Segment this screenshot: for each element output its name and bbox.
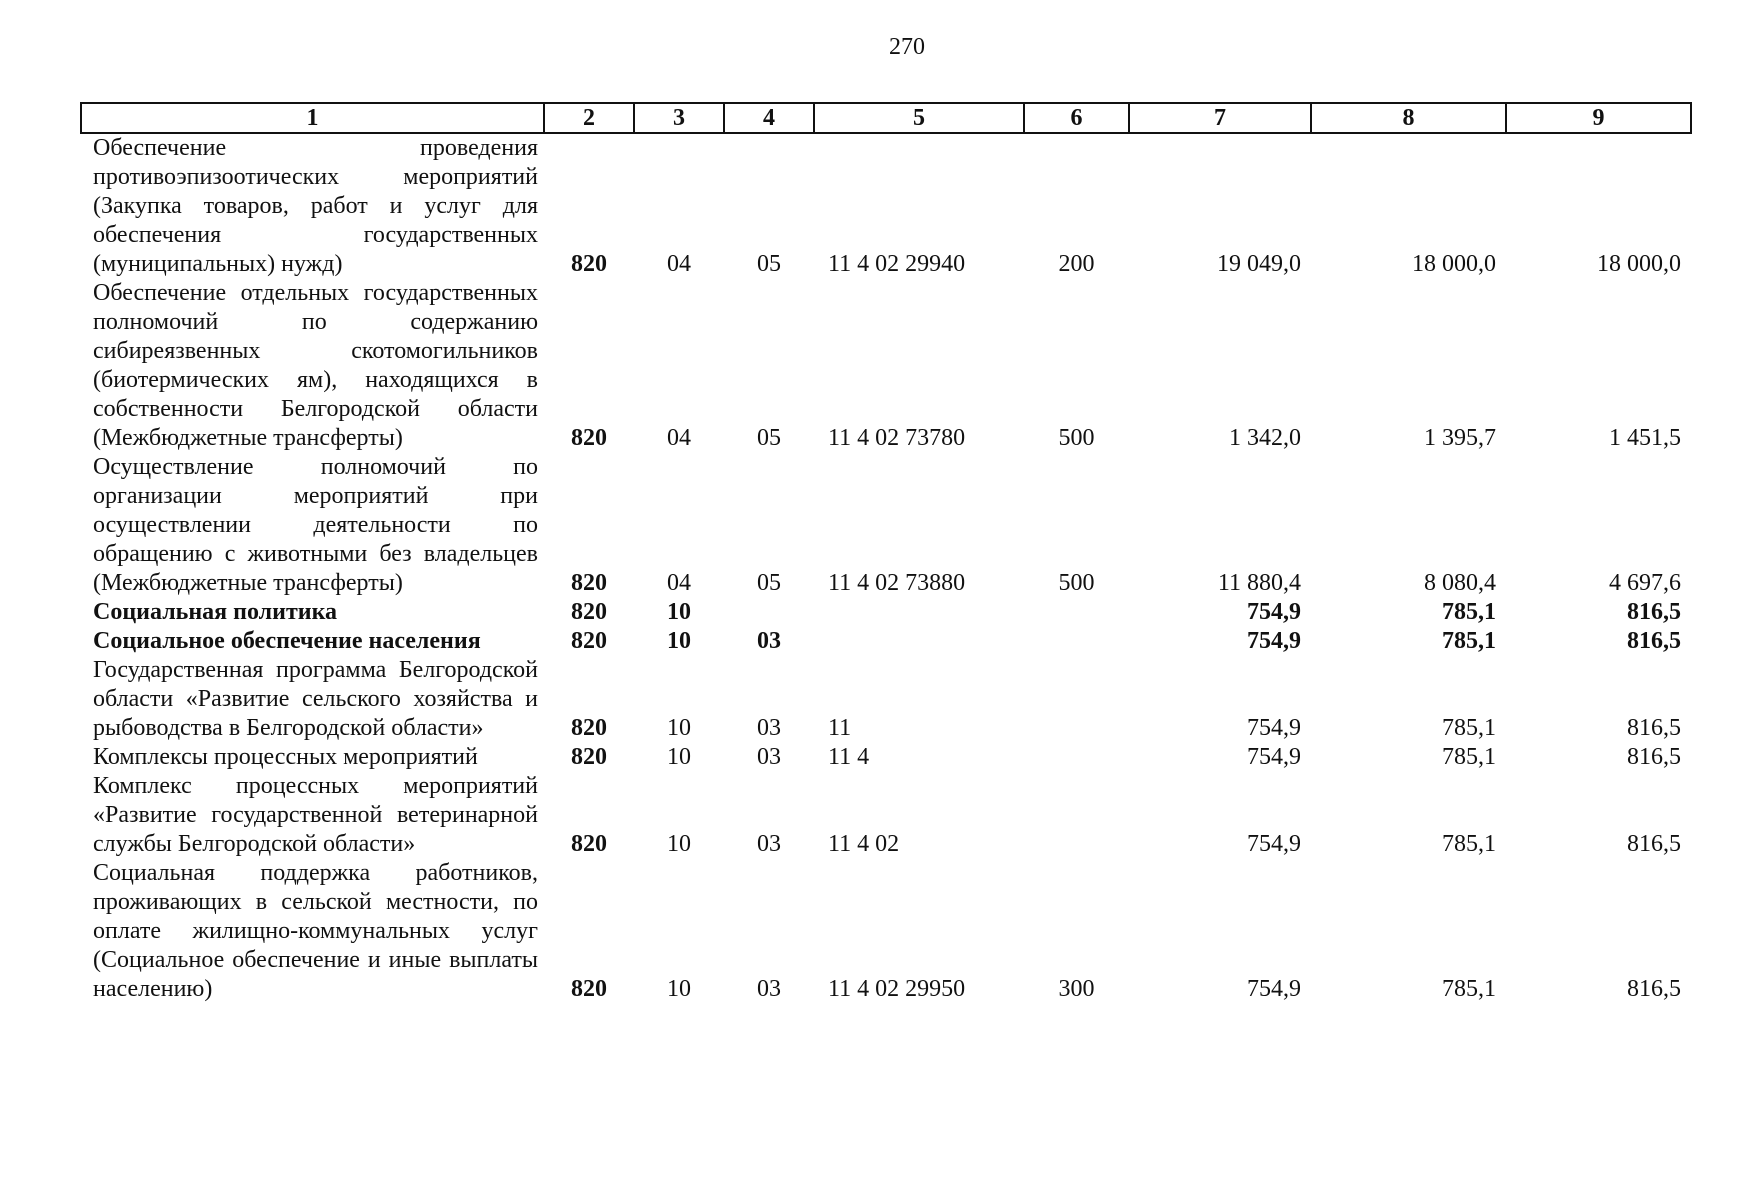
row-amount-year-2: 785,1 bbox=[1442, 715, 1496, 741]
row-ministry-code: 820 bbox=[571, 425, 607, 451]
row-ministry-code: 820 bbox=[571, 628, 607, 654]
table-row bbox=[81, 598, 1691, 627]
row-subsection-code: 03 bbox=[757, 744, 781, 770]
row-subsection-code: 05 bbox=[757, 251, 781, 277]
row-name: Комплексы процессных мероприятий bbox=[93, 744, 478, 770]
header-col-5: 5 bbox=[814, 103, 1024, 133]
row-expense-type bbox=[1024, 598, 1129, 627]
table-row bbox=[81, 743, 1691, 772]
row-section-code: 10 bbox=[667, 976, 691, 1002]
row-name: Обеспечение отдельных государственных полномочий по содержанию сибиреязвенных скотомогильников (биотермических ям), находящихся в собственности Белгородской области (Межбюджетные трансферты) bbox=[93, 280, 538, 451]
header-col-8: 8 bbox=[1311, 103, 1506, 133]
header-col-9: 9 bbox=[1506, 103, 1691, 133]
row-subsection-code bbox=[724, 598, 814, 627]
header-row bbox=[81, 103, 1691, 133]
row-expense-type: 300 bbox=[1058, 976, 1095, 1002]
row-section-code: 10 bbox=[667, 599, 691, 625]
header-col-1: 1 bbox=[81, 103, 544, 133]
budget-table bbox=[80, 102, 1692, 1004]
row-ministry-code: 820 bbox=[571, 831, 607, 857]
row-ministry-code: 820 bbox=[571, 744, 607, 770]
row-amount-year-3: 816,5 bbox=[1627, 628, 1681, 654]
row-ministry-code: 820 bbox=[571, 715, 607, 741]
header-col-7: 7 bbox=[1129, 103, 1311, 133]
header-col-3: 3 bbox=[634, 103, 724, 133]
row-name: Осуществление полномочий по организации мероприятий при осуществлении деятельности по обращению с животными без владельцев (Межбюджетные трансферты) bbox=[93, 454, 538, 596]
row-ministry-code: 820 bbox=[571, 251, 607, 277]
row-amount-year-1: 754,9 bbox=[1247, 744, 1301, 770]
row-amount-year-1: 11 880,4 bbox=[1217, 570, 1301, 596]
table-header bbox=[81, 103, 1691, 133]
row-target-article: 11 4 02 29950 bbox=[828, 976, 966, 1002]
row-expense-type bbox=[1024, 627, 1129, 656]
row-target-article bbox=[814, 598, 1024, 627]
header-col-2: 2 bbox=[544, 103, 634, 133]
row-expense-type bbox=[1024, 743, 1129, 772]
row-amount-year-2: 785,1 bbox=[1442, 628, 1496, 654]
row-section-code: 10 bbox=[667, 744, 691, 770]
table-row bbox=[81, 133, 1691, 279]
row-amount-year-3: 4 697,6 bbox=[1609, 570, 1681, 596]
row-name: Социальная политика bbox=[93, 599, 338, 625]
row-target-article: 11 4 bbox=[828, 744, 870, 770]
table-row bbox=[81, 772, 1691, 859]
row-name: Обеспечение проведения противоэпизоотических мероприятий (Закупка товаров, работ и услуг для обеспечения государственных (муниципальных) нужд) bbox=[93, 135, 538, 277]
row-amount-year-2: 785,1 bbox=[1442, 599, 1496, 625]
table-row bbox=[81, 656, 1691, 743]
row-section-code: 10 bbox=[667, 831, 691, 857]
row-amount-year-3: 816,5 bbox=[1627, 599, 1681, 625]
row-section-code: 04 bbox=[667, 570, 691, 596]
table-row bbox=[81, 859, 1691, 1004]
row-amount-year-1: 1 342,0 bbox=[1229, 425, 1301, 451]
row-amount-year-3: 1 451,5 bbox=[1609, 425, 1681, 451]
table-row bbox=[81, 279, 1691, 453]
row-subsection-code: 03 bbox=[757, 976, 781, 1002]
row-subsection-code: 03 bbox=[757, 715, 781, 741]
row-target-article bbox=[814, 627, 1024, 656]
row-amount-year-3: 816,5 bbox=[1627, 831, 1681, 857]
row-name: Комплекс процессных мероприятий «Развитие государственной ветеринарной службы Белгородской области» bbox=[93, 773, 538, 857]
row-ministry-code: 820 bbox=[571, 976, 607, 1002]
row-section-code: 10 bbox=[667, 715, 691, 741]
table-row bbox=[81, 453, 1691, 598]
row-amount-year-1: 754,9 bbox=[1247, 628, 1301, 654]
row-section-code: 10 bbox=[667, 628, 691, 654]
row-amount-year-2: 1 395,7 bbox=[1424, 425, 1496, 451]
row-name: Социальное обеспечение населения bbox=[93, 628, 481, 654]
row-amount-year-3: 816,5 bbox=[1627, 715, 1681, 741]
row-expense-type bbox=[1024, 772, 1129, 859]
row-target-article: 11 4 02 bbox=[828, 831, 900, 857]
row-name: Социальная поддержка работников, проживающих в сельской местности, по оплате жилищно-коммунальных услуг (Социальное обеспечение и иные выплаты населению) bbox=[93, 860, 538, 1002]
row-expense-type: 500 bbox=[1058, 570, 1095, 596]
row-amount-year-2: 8 080,4 bbox=[1424, 570, 1496, 596]
row-amount-year-3: 18 000,0 bbox=[1597, 251, 1681, 277]
row-amount-year-2: 785,1 bbox=[1442, 744, 1496, 770]
header-col-6: 6 bbox=[1024, 103, 1129, 133]
row-ministry-code: 820 bbox=[571, 599, 607, 625]
row-subsection-code: 05 bbox=[757, 570, 781, 596]
row-amount-year-1: 754,9 bbox=[1247, 715, 1301, 741]
row-amount-year-2: 18 000,0 bbox=[1412, 251, 1496, 277]
row-amount-year-3: 816,5 bbox=[1627, 976, 1681, 1002]
row-expense-type: 500 bbox=[1058, 425, 1095, 451]
row-amount-year-1: 754,9 bbox=[1247, 976, 1301, 1002]
row-amount-year-2: 785,1 bbox=[1442, 831, 1496, 857]
row-name: Государственная программа Белгородской области «Развитие сельского хозяйства и рыбоводства в Белгородской области» bbox=[93, 657, 538, 741]
row-amount-year-2: 785,1 bbox=[1442, 976, 1496, 1002]
header-col-4: 4 bbox=[724, 103, 814, 133]
row-section-code: 04 bbox=[667, 251, 691, 277]
row-amount-year-1: 754,9 bbox=[1247, 831, 1301, 857]
row-ministry-code: 820 bbox=[571, 570, 607, 596]
row-section-code: 04 bbox=[667, 425, 691, 451]
row-expense-type bbox=[1024, 656, 1129, 743]
row-amount-year-1: 754,9 bbox=[1247, 599, 1301, 625]
row-amount-year-3: 816,5 bbox=[1627, 744, 1681, 770]
row-target-article: 11 4 02 29940 bbox=[828, 251, 966, 277]
page-number: 270 bbox=[889, 34, 925, 60]
row-amount-year-1: 19 049,0 bbox=[1217, 251, 1301, 277]
row-target-article: 11 4 02 73880 bbox=[828, 570, 966, 596]
table-body bbox=[81, 133, 1691, 1004]
row-subsection-code: 05 bbox=[757, 425, 781, 451]
row-subsection-code: 03 bbox=[757, 628, 781, 654]
row-expense-type: 200 bbox=[1058, 251, 1095, 277]
row-target-article: 11 4 02 73780 bbox=[828, 425, 966, 451]
row-subsection-code: 03 bbox=[757, 831, 781, 857]
table-row bbox=[81, 627, 1691, 656]
row-target-article: 11 bbox=[828, 715, 852, 741]
